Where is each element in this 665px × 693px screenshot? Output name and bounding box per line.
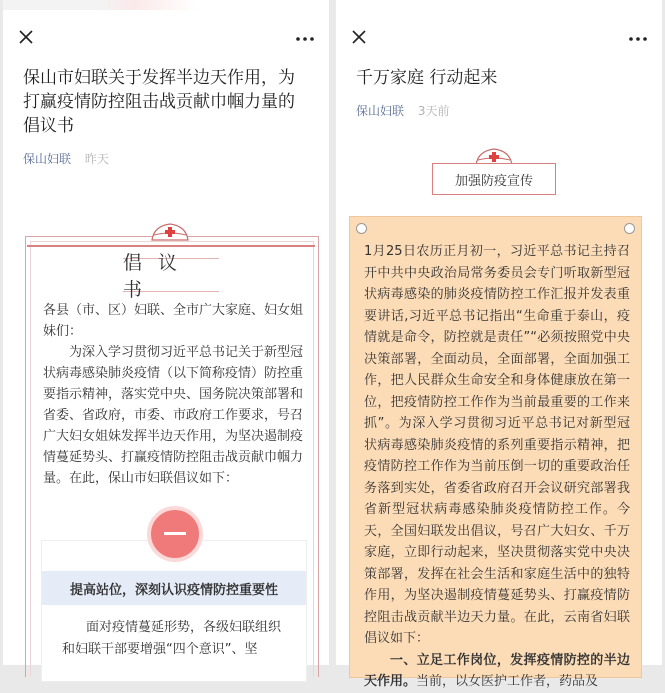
- point-text: 当前，以女医护工作者，药品及: [416, 674, 599, 689]
- source-link[interactable]: 保山妇联: [356, 104, 405, 118]
- binder-hole-icon: [624, 223, 635, 234]
- nurse-cap-icon: [150, 220, 190, 242]
- divider-line: [27, 245, 315, 247]
- article-title: 千万家庭 行动起来: [356, 68, 498, 88]
- section-number-mark: [164, 532, 186, 535]
- article-meta: [23, 150, 309, 167]
- source-link[interactable]: 保山妇联: [23, 152, 72, 166]
- greeting-text: 各县（市、区）妇联、全市广大家庭、妇女姐妹们：: [43, 303, 304, 339]
- close-icon[interactable]: [17, 28, 35, 46]
- section-label: 加强防疫宣传: [432, 163, 556, 195]
- intro-paragraph: 为深入学习贯彻习近平总书记关于新型冠状病毒感染肺炎疫情（以下简称疫情）防控重要指示精神，落实党中央、国务院决策部署和省委、省政府，市委、市政府工作要求，号召广大妇女姐妹发挥半边天作用，为坚决遏制疫情蔓延势头、打赢疫情防控阻击战贡献巾帼力量。在此，保山市妇联倡议如下：: [43, 345, 304, 486]
- publish-time: 昨天: [84, 152, 109, 166]
- more-options-icon[interactable]: [628, 36, 648, 42]
- section-text: 面对疫情蔓延形势，各级妇联组织和妇联干部要增强“四个意识”、坚: [62, 620, 282, 657]
- point-heading: 一、立足工作岗位，发挥疫情防控的半边天作用。: [364, 652, 630, 689]
- section-number-badge: [147, 506, 203, 562]
- article-body: [364, 241, 630, 693]
- article-body-box: [349, 216, 642, 689]
- more-options-icon[interactable]: [295, 36, 315, 42]
- section-title: 提高站位，深刻认识疫情防控重要性: [42, 571, 306, 605]
- point-paragraph: [364, 650, 630, 693]
- right-article-panel: [336, 0, 662, 689]
- letter-heading: 倡议书: [123, 258, 219, 292]
- top-bar: [3, 0, 329, 66]
- article-meta: [356, 102, 642, 119]
- article-title: 保山市妇联关于发挥半边天作用，为打赢疫情防控阻击战贡献巾帼力量的倡议书: [23, 68, 295, 136]
- publish-time: 3天前: [417, 104, 450, 118]
- left-article-panel: [3, 0, 329, 665]
- close-icon[interactable]: [350, 28, 368, 46]
- top-bar: [336, 0, 662, 66]
- body-paragraph: 1月25日农历正月初一，习近平总书记主持召开中共中央政治局常务委员会专门听取新型冠状病毒感染的肺炎疫情防控工作汇报并发表重要讲话,习近平总书记指出“生命重于泰山，疫情就是命令，防控就是责任”“必须按照党中央决策部署，全面动员，全面部署，全面加强工作，把人民群众生命安全和身体健康放在第一位，把疫情防控工作作为当前最重要的工作来抓”。为深入学习贯彻习近平总书记对新型冠状病毒感染肺炎疫情的系列重要指示精神，把疫情防控工作作为当前压倒一切的重要政治任务落到实处，省委省政府召开会议研究部署我省新型冠状病毒感染肺炎疫情防控工作。今天，全国妇联发出倡议，号召广大妇女、千万家庭，立即行动起来，坚决贯彻落实党中央决策部署，发挥在社会生活和家庭生活中的独特作用，为坚决遏制疫情蔓延势头、打赢疫情防控阻击战贡献半边天力量。在此，云南省妇联倡议如下：: [364, 244, 630, 646]
- binder-hole-icon: [356, 223, 367, 234]
